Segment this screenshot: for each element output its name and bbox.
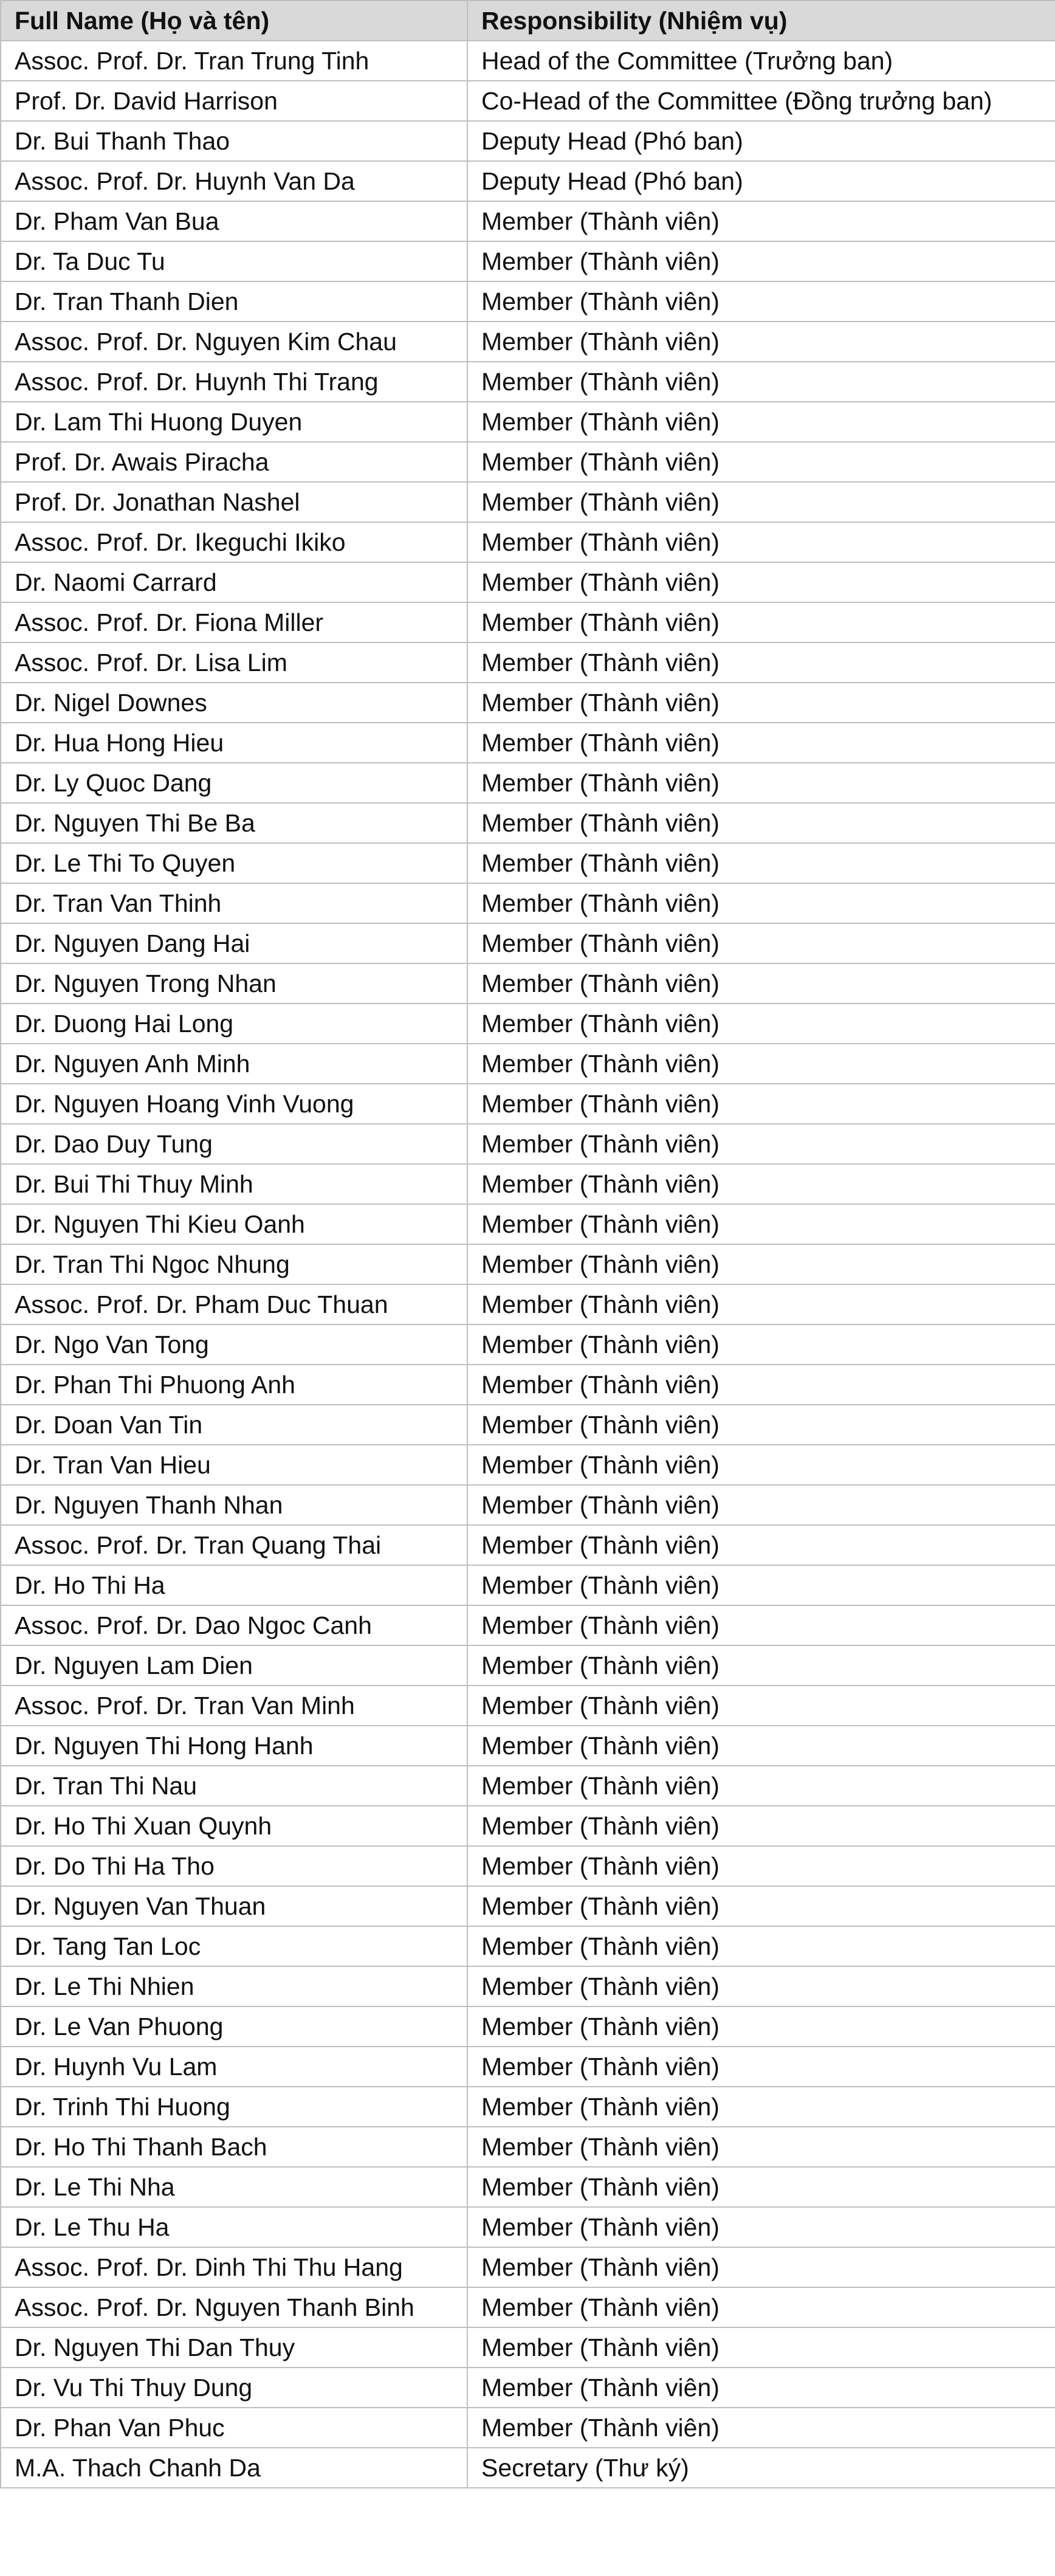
cell-responsibility: Member (Thành viên) [467, 322, 1055, 362]
cell-responsibility: Member (Thành viên) [467, 201, 1055, 241]
table-row [1, 2167, 1055, 2207]
table-row [1, 201, 1055, 241]
cell-responsibility: Member (Thành viên) [467, 683, 1055, 723]
table-row [1, 1204, 1055, 1244]
table-row [1, 1686, 1055, 1726]
table-row [1, 1084, 1055, 1124]
cell-full-name: Dr. Ho Thi Xuan Quynh [1, 1806, 467, 1846]
cell-full-name: Prof. Dr. Awais Piracha [1, 442, 467, 482]
table-row [1, 642, 1055, 683]
table-row [1, 402, 1055, 442]
cell-full-name: Dr. Ly Quoc Dang [1, 763, 467, 803]
table-row [1, 121, 1055, 161]
table-row [1, 442, 1055, 482]
cell-full-name: Dr. Tang Tan Loc [1, 1926, 467, 1966]
cell-responsibility: Member (Thành viên) [467, 1124, 1055, 1164]
cell-responsibility: Member (Thành viên) [467, 281, 1055, 322]
cell-full-name: Assoc. Prof. Dr. Huynh Van Da [1, 161, 467, 201]
table-row [1, 843, 1055, 883]
cell-full-name: Dr. Pham Van Bua [1, 201, 467, 241]
cell-full-name: Dr. Bui Thanh Thao [1, 121, 467, 161]
cell-full-name: Dr. Tran Van Thinh [1, 883, 467, 923]
table-row [1, 1806, 1055, 1846]
cell-responsibility: Member (Thành viên) [467, 522, 1055, 562]
table-row [1, 161, 1055, 201]
cell-full-name: Dr. Le Thi To Quyen [1, 843, 467, 883]
cell-responsibility: Member (Thành viên) [467, 883, 1055, 923]
table-row [1, 2448, 1055, 2488]
cell-full-name: Dr. Vu Thi Thuy Dung [1, 2368, 467, 2408]
cell-full-name: Assoc. Prof. Dr. Pham Duc Thuan [1, 1284, 467, 1324]
cell-responsibility: Member (Thành viên) [467, 2087, 1055, 2127]
cell-full-name: Assoc. Prof. Dr. Fiona Miller [1, 602, 467, 642]
table-row [1, 1726, 1055, 1766]
header-responsibility: Responsibility (Nhiệm vụ) [467, 1, 1055, 41]
cell-full-name: Dr. Nguyen Thanh Nhan [1, 1485, 467, 1525]
table-row [1, 1445, 1055, 1485]
table-row [1, 1124, 1055, 1164]
table-row [1, 2207, 1055, 2247]
cell-responsibility: Member (Thành viên) [467, 963, 1055, 1004]
cell-responsibility: Member (Thành viên) [467, 402, 1055, 442]
table-body [1, 41, 1055, 2488]
table-row [1, 2006, 1055, 2047]
cell-full-name: Dr. Nguyen Lam Dien [1, 1645, 467, 1686]
cell-full-name: Dr. Nguyen Thi Kieu Oanh [1, 1204, 467, 1244]
cell-responsibility: Member (Thành viên) [467, 2167, 1055, 2207]
cell-responsibility: Member (Thành viên) [467, 2047, 1055, 2087]
cell-responsibility: Member (Thành viên) [467, 2368, 1055, 2408]
table-row [1, 1365, 1055, 1405]
table-row [1, 241, 1055, 281]
table-row [1, 322, 1055, 362]
cell-responsibility: Member (Thành viên) [467, 562, 1055, 602]
table-row [1, 923, 1055, 963]
cell-responsibility: Member (Thành viên) [467, 362, 1055, 402]
table-row [1, 1284, 1055, 1324]
table-row [1, 281, 1055, 322]
cell-full-name: Dr. Le Thi Nhien [1, 1966, 467, 2006]
cell-full-name: Prof. Dr. David Harrison [1, 81, 467, 121]
cell-responsibility: Secretary (Thư ký) [467, 2448, 1055, 2488]
cell-responsibility: Member (Thành viên) [467, 1565, 1055, 1605]
table-header [1, 1, 1055, 41]
cell-full-name: Assoc. Prof. Dr. Tran Trung Tinh [1, 41, 467, 81]
cell-full-name: Dr. Le Thu Ha [1, 2207, 467, 2247]
cell-responsibility: Deputy Head (Phó ban) [467, 161, 1055, 201]
cell-full-name: Dr. Naomi Carrard [1, 562, 467, 602]
cell-full-name: Dr. Phan Thi Phuong Anh [1, 1365, 467, 1405]
cell-full-name: Dr. Nigel Downes [1, 683, 467, 723]
cell-responsibility: Member (Thành viên) [467, 2127, 1055, 2167]
cell-full-name: Dr. Dao Duy Tung [1, 1124, 467, 1164]
cell-responsibility: Member (Thành viên) [467, 723, 1055, 763]
table-row [1, 1766, 1055, 1806]
table-row [1, 562, 1055, 602]
cell-full-name: Dr. Tran Thi Ngoc Nhung [1, 1244, 467, 1284]
table-row [1, 1645, 1055, 1686]
table-row [1, 1846, 1055, 1886]
table-row [1, 1525, 1055, 1565]
cell-responsibility: Member (Thành viên) [467, 2247, 1055, 2287]
cell-full-name: Dr. Tran Thanh Dien [1, 281, 467, 322]
cell-full-name: Dr. Lam Thi Huong Duyen [1, 402, 467, 442]
table-row [1, 522, 1055, 562]
cell-responsibility: Member (Thành viên) [467, 1846, 1055, 1886]
cell-responsibility: Member (Thành viên) [467, 763, 1055, 803]
cell-full-name: Dr. Phan Van Phuc [1, 2408, 467, 2448]
cell-full-name: M.A. Thach Chanh Da [1, 2448, 467, 2488]
cell-responsibility: Member (Thành viên) [467, 1886, 1055, 1926]
cell-full-name: Dr. Nguyen Thi Dan Thuy [1, 2327, 467, 2368]
cell-responsibility: Member (Thành viên) [467, 1726, 1055, 1766]
cell-full-name: Dr. Le Thi Nha [1, 2167, 467, 2207]
table-row [1, 2127, 1055, 2167]
table-row [1, 763, 1055, 803]
cell-responsibility: Member (Thành viên) [467, 2006, 1055, 2047]
table-row [1, 963, 1055, 1004]
table-row [1, 723, 1055, 763]
cell-full-name: Assoc. Prof. Dr. Dao Ngoc Canh [1, 1605, 467, 1645]
cell-full-name: Assoc. Prof. Dr. Lisa Lim [1, 642, 467, 683]
cell-responsibility: Member (Thành viên) [467, 241, 1055, 281]
table-row [1, 883, 1055, 923]
table-row [1, 1966, 1055, 2006]
table-row [1, 1886, 1055, 1926]
cell-responsibility: Member (Thành viên) [467, 1004, 1055, 1044]
table-row [1, 2368, 1055, 2408]
cell-responsibility: Member (Thành viên) [467, 602, 1055, 642]
cell-responsibility: Member (Thành viên) [467, 1284, 1055, 1324]
cell-full-name: Dr. Tran Van Hieu [1, 1445, 467, 1485]
cell-responsibility: Member (Thành viên) [467, 442, 1055, 482]
cell-responsibility: Member (Thành viên) [467, 1244, 1055, 1284]
cell-responsibility: Co-Head of the Committee (Đồng trưởng ban) [467, 81, 1055, 121]
cell-full-name: Dr. Nguyen Van Thuan [1, 1886, 467, 1926]
cell-full-name: Dr. Le Van Phuong [1, 2006, 467, 2047]
cell-full-name: Dr. Nguyen Trong Nhan [1, 963, 467, 1004]
table-row [1, 2247, 1055, 2287]
table-row [1, 1565, 1055, 1605]
cell-responsibility: Member (Thành viên) [467, 803, 1055, 843]
cell-full-name: Assoc. Prof. Dr. Dinh Thi Thu Hang [1, 2247, 467, 2287]
cell-responsibility: Member (Thành viên) [467, 1806, 1055, 1846]
cell-responsibility: Member (Thành viên) [467, 2207, 1055, 2247]
cell-full-name: Assoc. Prof. Dr. Nguyen Kim Chau [1, 322, 467, 362]
table-row [1, 2327, 1055, 2368]
table-row [1, 482, 1055, 522]
table-row [1, 803, 1055, 843]
table-row [1, 1244, 1055, 1284]
cell-responsibility: Member (Thành viên) [467, 1365, 1055, 1405]
cell-responsibility: Member (Thành viên) [467, 1605, 1055, 1645]
cell-responsibility: Member (Thành viên) [467, 1766, 1055, 1806]
cell-full-name: Dr. Nguyen Thi Hong Hanh [1, 1726, 467, 1766]
table-row [1, 2408, 1055, 2448]
cell-full-name: Dr. Doan Van Tin [1, 1405, 467, 1445]
cell-responsibility: Member (Thành viên) [467, 1044, 1055, 1084]
table-row [1, 683, 1055, 723]
cell-responsibility: Member (Thành viên) [467, 1525, 1055, 1565]
cell-full-name: Dr. Nguyen Hoang Vinh Vuong [1, 1084, 467, 1124]
cell-full-name: Dr. Ho Thi Ha [1, 1565, 467, 1605]
cell-full-name: Dr. Trinh Thi Huong [1, 2087, 467, 2127]
cell-responsibility: Member (Thành viên) [467, 1164, 1055, 1204]
cell-responsibility: Member (Thành viên) [467, 482, 1055, 522]
cell-full-name: Dr. Nguyen Anh Minh [1, 1044, 467, 1084]
cell-responsibility: Member (Thành viên) [467, 1966, 1055, 2006]
cell-full-name: Assoc. Prof. Dr. Tran Van Minh [1, 1686, 467, 1726]
cell-full-name: Dr. Ho Thi Thanh Bach [1, 2127, 467, 2167]
cell-full-name: Assoc. Prof. Dr. Nguyen Thanh Binh [1, 2287, 467, 2327]
cell-full-name: Dr. Ngo Van Tong [1, 1324, 467, 1365]
cell-responsibility: Member (Thành viên) [467, 1926, 1055, 1966]
header-row [1, 1, 1055, 41]
header-full-name: Full Name (Họ và tên) [1, 1, 467, 41]
cell-responsibility: Member (Thành viên) [467, 2327, 1055, 2368]
cell-full-name: Assoc. Prof. Dr. Huynh Thi Trang [1, 362, 467, 402]
cell-full-name: Dr. Duong Hai Long [1, 1004, 467, 1044]
table-row [1, 602, 1055, 642]
cell-full-name: Prof. Dr. Jonathan Nashel [1, 482, 467, 522]
cell-responsibility: Member (Thành viên) [467, 1324, 1055, 1365]
cell-full-name: Dr. Nguyen Dang Hai [1, 923, 467, 963]
table-row [1, 2287, 1055, 2327]
cell-responsibility: Member (Thành viên) [467, 2408, 1055, 2448]
cell-full-name: Dr. Bui Thi Thuy Minh [1, 1164, 467, 1204]
table-row [1, 2047, 1055, 2087]
table-row [1, 1926, 1055, 1966]
cell-full-name: Dr. Tran Thi Nau [1, 1766, 467, 1806]
cell-full-name: Dr. Do Thi Ha Tho [1, 1846, 467, 1886]
cell-full-name: Dr. Huynh Vu Lam [1, 2047, 467, 2087]
cell-responsibility: Head of the Committee (Trưởng ban) [467, 41, 1055, 81]
table-row [1, 1164, 1055, 1204]
cell-full-name: Assoc. Prof. Dr. Ikeguchi Ikiko [1, 522, 467, 562]
table-row [1, 2087, 1055, 2127]
table-row [1, 1605, 1055, 1645]
cell-full-name: Dr. Ta Duc Tu [1, 241, 467, 281]
cell-full-name: Dr. Hua Hong Hieu [1, 723, 467, 763]
table-row [1, 81, 1055, 121]
cell-responsibility: Member (Thành viên) [467, 1645, 1055, 1686]
table-row [1, 41, 1055, 81]
cell-responsibility: Member (Thành viên) [467, 1405, 1055, 1445]
cell-responsibility: Member (Thành viên) [467, 1485, 1055, 1525]
table-row [1, 1405, 1055, 1445]
cell-responsibility: Member (Thành viên) [467, 843, 1055, 883]
cell-responsibility: Deputy Head (Phó ban) [467, 121, 1055, 161]
table-row [1, 1044, 1055, 1084]
cell-responsibility: Member (Thành viên) [467, 1204, 1055, 1244]
cell-responsibility: Member (Thành viên) [467, 2287, 1055, 2327]
table-row [1, 362, 1055, 402]
cell-full-name: Dr. Nguyen Thi Be Ba [1, 803, 467, 843]
cell-responsibility: Member (Thành viên) [467, 1445, 1055, 1485]
cell-responsibility: Member (Thành viên) [467, 923, 1055, 963]
cell-responsibility: Member (Thành viên) [467, 642, 1055, 683]
table-row [1, 1485, 1055, 1525]
cell-responsibility: Member (Thành viên) [467, 1686, 1055, 1726]
cell-responsibility: Member (Thành viên) [467, 1084, 1055, 1124]
cell-full-name: Assoc. Prof. Dr. Tran Quang Thai [1, 1525, 467, 1565]
table-row [1, 1324, 1055, 1365]
table-row [1, 1004, 1055, 1044]
